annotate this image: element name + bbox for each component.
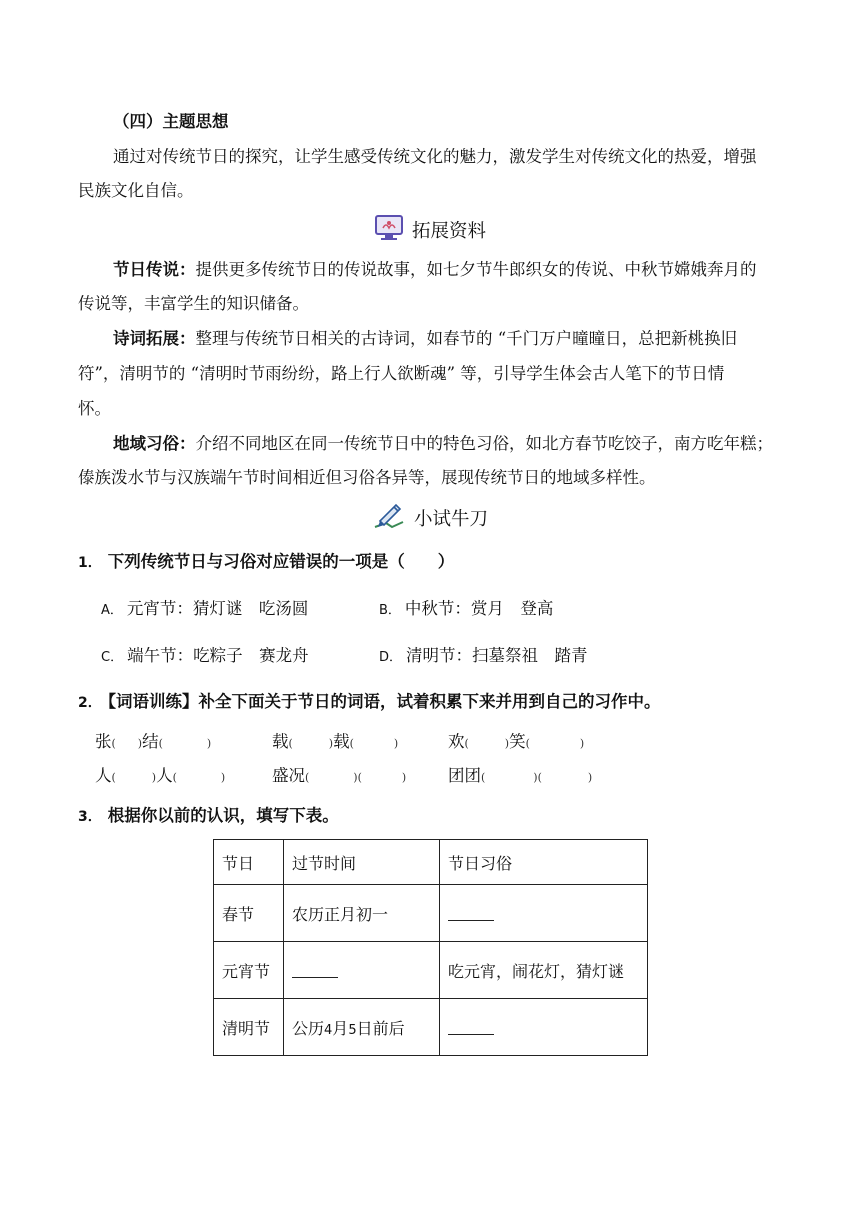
table-row (214, 942, 648, 999)
table-row (214, 885, 648, 942)
poetry-label: 诗词拓展： (113, 329, 196, 348)
table-cell-custom[interactable] (440, 885, 648, 942)
blank-close: ) (206, 737, 212, 750)
answer-blank[interactable] (448, 1022, 494, 1035)
question-2-text: 【词语训练】补全下面关于节日的词语，试着积累下来并用到自己的习作中。 (107, 692, 661, 711)
table-row (214, 999, 648, 1056)
blank-open[interactable]: ( (172, 771, 177, 784)
option-c[interactable] (101, 644, 309, 670)
word-char: 团团 (448, 766, 481, 785)
blank-close: ) (328, 737, 334, 750)
table-cell-festival: 春节 (214, 885, 284, 942)
blank-open[interactable]: ( (111, 771, 116, 784)
question-1-number: 1． (78, 555, 102, 571)
table-header-time: 过节时间 (284, 840, 440, 885)
blank-open[interactable]: ( (357, 771, 362, 784)
question-3-text: 根据你以前的认识，填写下表。 (107, 806, 339, 825)
blank-open[interactable]: ( (537, 771, 542, 784)
word-char: 人 (156, 766, 173, 785)
custom-line-2: 傣族泼水节与汉族端午节时间相近但习俗各异等，展现传统节日的地域多样性。 (78, 468, 656, 487)
practice-section-header (0, 503, 860, 533)
custom-line-1 (113, 432, 782, 456)
blank-close: ) (533, 771, 538, 784)
word-char: 笑 (509, 732, 526, 751)
blank-open[interactable]: ( (464, 737, 469, 750)
word-zhang-jie (95, 730, 211, 756)
legend-line-1 (113, 258, 782, 282)
word-ren-ren (95, 764, 225, 790)
blank-close: ) (587, 771, 593, 784)
blank-open[interactable]: ( (288, 737, 293, 750)
time-month: 4 (324, 1022, 333, 1038)
answer-blank[interactable] (292, 965, 338, 978)
blank-open[interactable]: ( (349, 737, 354, 750)
blank-open[interactable]: ( (111, 737, 116, 750)
time-text: 月 (332, 1018, 349, 1038)
blank-close: ) (393, 737, 399, 750)
word-char: 载 (272, 732, 289, 751)
table-cell-festival: 清明节 (214, 999, 284, 1056)
table-header-custom: 节日习俗 (440, 840, 648, 885)
word-char: 人 (95, 766, 112, 785)
theme-paragraph-line-1: 通过对传统节日的探究，让学生感受传统文化的魅力，激发学生对传统文化的热爱，增强 (113, 147, 757, 166)
table-header-festival: 节日 (214, 840, 284, 885)
word-char: 结 (142, 732, 159, 751)
blank-open[interactable]: ( (158, 737, 163, 750)
word-char: 载 (333, 732, 350, 751)
option-c-text: 端午节：吃粽子 赛龙舟 (127, 646, 309, 665)
festival-table (213, 839, 648, 1056)
question-1-text: 下列传统节日与习俗对应错误的一项是（ ） (107, 552, 455, 571)
option-b-letter: B． (379, 603, 401, 618)
option-a-letter: A． (101, 603, 123, 618)
option-d-text: 清明节：扫墓祭祖 踏青 (406, 646, 588, 665)
blank-close: ) (504, 737, 510, 750)
legend-line-2: 传说等，丰富学生的知识储备。 (78, 294, 309, 313)
word-char: 欢 (448, 732, 465, 751)
question-3 (78, 804, 339, 829)
poetry-text-1: 整理与传统节日相关的古诗词，如春节的 “千门万户曈曈日，总把新桃换旧 (195, 329, 738, 348)
question-1 (78, 550, 454, 575)
blank-close: ) (579, 737, 585, 750)
blank-open[interactable]: ( (525, 737, 530, 750)
word-zai-zai (272, 730, 398, 756)
extension-section-header (0, 215, 860, 245)
option-a-text: 元宵节：猜灯谜 吃汤圆 (126, 599, 309, 618)
table-cell-time[interactable] (284, 942, 440, 999)
theme-paragraph-line-2: 民族文化自信。 (78, 181, 194, 200)
blank-open[interactable]: ( (305, 771, 310, 784)
table-cell-custom[interactable] (440, 999, 648, 1056)
question-2-number: 2． (78, 695, 102, 711)
blank-close: ) (137, 737, 143, 750)
extension-title: 拓展资料 (411, 221, 486, 242)
option-b[interactable] (379, 597, 553, 623)
blank-open[interactable]: ( (481, 771, 486, 784)
legend-text-1: 提供更多传统节日的传说故事，如七夕节牛郎织女的传说、中秋节嫦娥奔月的 (195, 260, 757, 279)
option-a[interactable] (101, 597, 308, 623)
time-text: 日前后 (356, 1018, 405, 1038)
table-cell-time (284, 999, 440, 1056)
theme-heading: （四）主题思想 (113, 112, 229, 131)
blank-close: ) (401, 771, 407, 784)
question-2 (78, 690, 661, 715)
custom-text-1: 介绍不同地区在同一传统节日中的特色习俗，如北方春节吃饺子，南方吃年糕； (195, 434, 773, 453)
time-text: 公历 (292, 1018, 325, 1038)
poetry-line-1 (113, 327, 782, 351)
time-day: 5 (348, 1022, 357, 1038)
blank-close: ) (353, 771, 358, 784)
table-header-row (214, 840, 648, 885)
poetry-line-3: 怀。 (78, 399, 111, 418)
option-b-text: 中秋节：赏月 登高 (404, 599, 554, 618)
table-cell-festival: 元宵节 (214, 942, 284, 999)
option-c-letter: C． (101, 650, 124, 665)
option-d-letter: D． (379, 650, 403, 665)
question-3-number: 3． (78, 809, 102, 825)
monitor-icon (374, 214, 404, 246)
legend-label: 节日传说： (113, 260, 196, 279)
blank-close: ) (151, 771, 157, 784)
table-cell-time: 农历正月初一 (284, 885, 440, 942)
poetry-line-2: 符”，清明节的 “清明时节雨纷纷，路上行人欲断魂” 等，引导学生体会古人笔下的节日情 (78, 364, 725, 383)
custom-label: 地域习俗： (113, 434, 196, 453)
blank-close: ) (220, 771, 226, 784)
word-char: 张 (95, 732, 112, 751)
option-d[interactable] (379, 644, 588, 670)
pen-writing-icon (372, 501, 406, 535)
word-shengkuang (272, 764, 406, 790)
practice-title: 小试牛刀 (413, 509, 488, 530)
table-cell-custom: 吃元宵，闹花灯，猜灯谜 (440, 942, 648, 999)
word-huan-xiao (448, 730, 584, 756)
word-char: 盛况 (272, 766, 305, 785)
answer-blank[interactable] (448, 908, 494, 921)
word-tuantuan (448, 764, 592, 790)
